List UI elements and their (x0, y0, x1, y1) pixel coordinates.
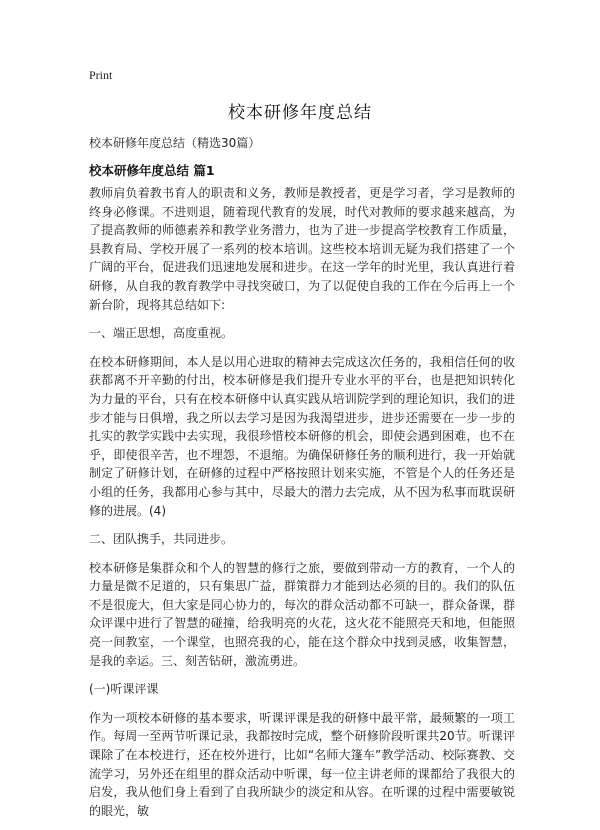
paragraph-intro: 教师肩负着教书育人的职责和义务，教师是教授者，更是学习者，学习是教师的终身必修课。不进则退，随着现代教育的发展，时代对教师的要求越来越高，为了提高教师的师德素养和教学业务潜力，也为了进一步提高学校教育工作质量，县教育局、学校开展了一系列的校本培训。这些校本培训无疑为我们搭建了一个广阔的平台，促进我们迅速地发展和进步。在这一学年的时光里，我认真进行着研修，从自我的教育教学中寻找突破口，为了以促使自我的工作在今后再上一个新台阶，现将其总结如下: (89, 186, 515, 312)
section-heading: 校本研修年度总结 篇1 (89, 163, 215, 178)
heading-point-2: 二、团队携手，共同进步。 (89, 532, 234, 547)
heading-point-1: 一、端正思想，高度重视。 (89, 326, 234, 341)
page-title: 校本研修年度总结 (228, 103, 372, 123)
paragraph-subpoint-1: 作为一项校本研修的基本要求，听课评课是我的研修中最平常，最频繁的一项工作。每周一至两节听课记录，我都按时完成，整个研修阶段听课共20节。听课评课除了在本校进行，还在校外进行，比如“名师大篷车”教学活动、校际赛教、交流学习，另外还在组里的群众活动中听课，每一位主讲老师的课都给了我很大的启发，我从他们身上看到了自我所缺少的淡定和从容。在听课的过程中需要敏锐的眼光，敏 (89, 710, 515, 818)
paragraph-point-1: 在校本研修期间，本人是以用心进取的精神去完成这次任务的，我相信任何的收获都离不开辛勤的付出，校本研修是我们提升专业水平的平台，也是把知识转化为力量的平台，只有在校本研修中认真实践从培训院学到的理论知识，我们的进步才能与日俱增，我之所以去学习是因为我渴望进步，进步还需要在一步一步的扎实的教学实践中去实现，我很珍惜校本研修的机会，即使会遇到困难，也不在乎，即使很辛苦，也不埋怨，不退缩。为确保研修任务的顺利进行，我一开始就制定了研修计划，在研修的过程中严格按照计划来实施，不管是个人的任务还是小组的任务，我都用心参与其中，尽最大的潜力去完成，从不因为私事而耽误研修的进展。(4) (89, 354, 515, 518)
body-text (89, 184, 515, 830)
document-subtitle: 校本研修年度总结（精选30篇） (89, 136, 261, 150)
paragraph-point-2: 校本研修是集群众和个人的智慧的修行之旅，要做到带动一方的教育，一个人的力量是微不足道的，只有集思广益，群策群力才能到达必须的目的。我们的队伍不是很庞大，但大家是同心协力的，每次的群众活动都不可缺一，群众备课，群众评课中进行了智慧的碰撞，给我明亮的火花，这火花不能照亮天和地，但能照亮一间教室，一个课堂，也照亮我的心，能在这个群众中找到灵感，收集智慧，是我的幸运。三、刻苦钻研，激流勇进。 (89, 560, 515, 668)
print-label[interactable]: Print (89, 68, 113, 82)
heading-subpoint-1: (一)听课评课 (89, 682, 159, 697)
